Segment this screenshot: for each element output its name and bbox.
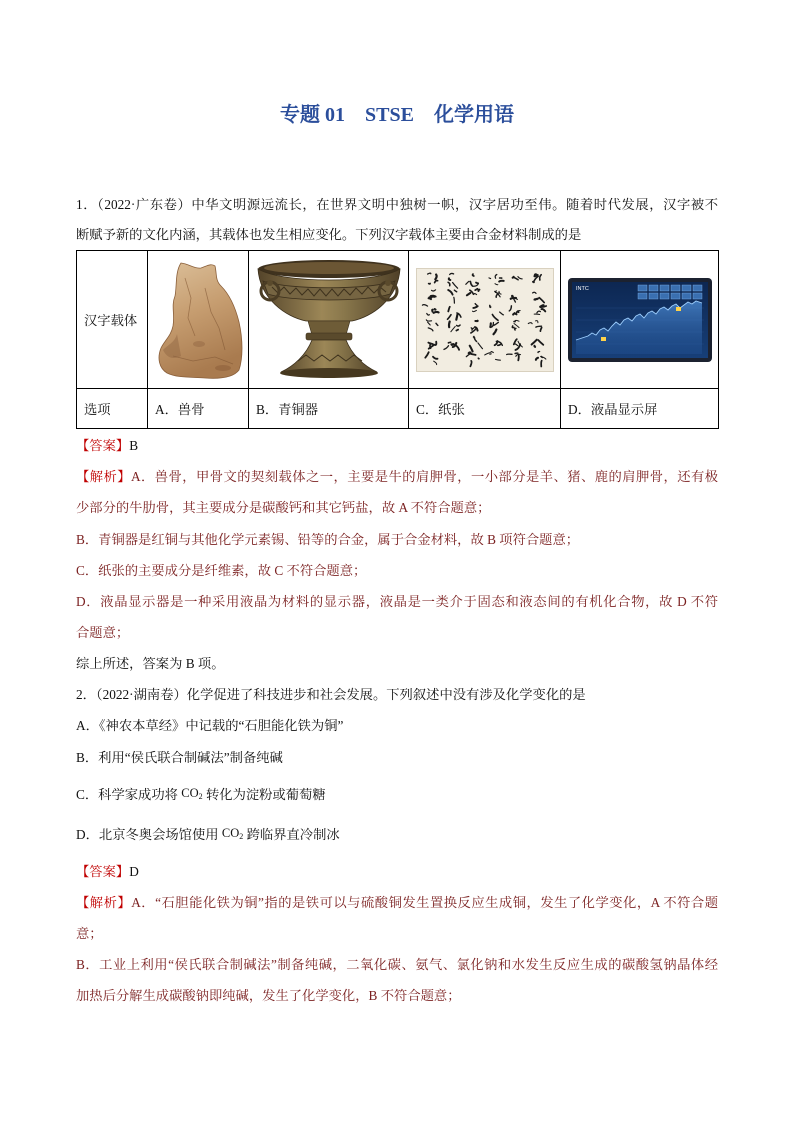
brush-stroke — [499, 280, 504, 281]
cell-paper — [409, 251, 561, 389]
carrier-table — [76, 250, 719, 429]
co2-formula — [181, 786, 202, 800]
brush-stroke — [449, 321, 450, 327]
answer-value: D — [129, 864, 139, 879]
q1-analysis-line-3: B．青铜器是红铜与其他化学元素锡、铅等的合金，属于合金材料，故 B 项符合题意； — [76, 532, 580, 547]
screen-marker — [601, 337, 606, 341]
brush-stroke — [478, 289, 479, 290]
q2-analysis-line-3: B．工业上利用“侯氏联合制碱法”制备纯碱，二氧化碳、氨气、氯化钠和水发生反应生成的碳酸氢钠晶体经 — [76, 957, 718, 972]
brush-stroke — [541, 360, 542, 366]
q2-option-a: A．《神农本草经》中记载的“石胆能化铁为铜” — [76, 718, 344, 733]
lcd-screen-image — [568, 278, 712, 362]
brush-stroke — [473, 274, 474, 276]
screen-ticker: INTC — [576, 285, 589, 292]
q1-analysis-line-2: 少部分的牛肋骨，其主要成分是碳酸钙和其它钙盐，故 A 不符合题意； — [76, 500, 491, 515]
q1-summary: 综上所述，答案为 B 项。 — [76, 656, 225, 671]
option-c-text-before: C．科学家成功将 — [76, 787, 178, 802]
cell-lcd — [561, 251, 719, 389]
brush-stroke — [456, 329, 458, 330]
option-d-text-before: D．北京冬奥会场馆使用 — [76, 827, 219, 842]
table-row-options — [77, 389, 719, 429]
q1-analysis-line-5: D．液晶显示器是一种采用液晶为材料的显示器，液晶是一类介于固态和液态间的有机化合物，故 D 不符 — [76, 594, 718, 609]
q1-stem-line-1: 1．（2022·广东卷）中华文明源远流长，在世界文明中独树一帜，汉字居功至伟。随着时代发展，汉字被不 — [76, 197, 718, 212]
brush-stroke — [489, 277, 491, 278]
brush-stroke — [517, 311, 519, 312]
brush-stroke — [435, 341, 436, 344]
brush-stroke — [429, 296, 434, 297]
brush-stroke — [454, 297, 455, 303]
brush-stroke — [429, 283, 431, 284]
q2-stem: 2．（2022·湖南卷）化学促进了科技进步和社会发展。下列叙述中没有涉及化学变化的是 — [76, 687, 586, 702]
q2-analysis-line-1 — [76, 893, 718, 913]
formula-subscript: 2 — [239, 832, 244, 841]
option-a-cell: A．兽骨 — [148, 389, 249, 429]
cell-bone — [148, 251, 249, 389]
option-c-text-after: 转化为淀粉或葡萄糖 — [205, 787, 326, 802]
brush-stroke — [435, 309, 436, 310]
analysis-label: 【解析】 — [76, 895, 132, 910]
q2-option-d — [76, 825, 718, 845]
brush-stroke — [475, 288, 477, 289]
brush-stroke — [428, 273, 431, 274]
analysis-text: A．兽骨，甲骨文的契刻载体之一，主要是牛的肩胛骨，一小部分是羊、猪、鹿的肩胛骨，还有极 — [131, 469, 718, 484]
q1-stem-line-2: 断赋予新的文化内涵，其载体也发生相应变化。下列汉字载体主要由合金材料制成的是 — [76, 227, 582, 242]
brush-stroke — [540, 305, 543, 307]
brush-stroke — [498, 344, 501, 345]
brush-stroke — [513, 276, 514, 277]
page-title: 专题 01 STSE 化学用语 — [280, 104, 514, 126]
q1-analysis-line-6: 合题意； — [76, 625, 130, 640]
brush-stroke — [434, 311, 439, 312]
row-header-carrier: 汉字载体 — [77, 251, 148, 389]
screen-marker — [676, 307, 681, 311]
bronze-vessel-image — [256, 259, 402, 381]
analysis-label: 【解析】 — [76, 469, 131, 484]
cell-bronze — [249, 251, 409, 389]
brush-stroke — [471, 327, 472, 328]
q2-option-c — [76, 785, 718, 805]
answer-label: 【答案】 — [76, 438, 130, 453]
q2-answer — [76, 862, 718, 882]
brush-stroke — [435, 274, 436, 279]
row-header-options: 选项 — [77, 389, 148, 429]
q1-answer — [76, 436, 718, 456]
formula-base: CO — [221, 826, 240, 840]
q1-analysis-line-4: C．纸张的主要成分是纤维素，故 C 不符合题意； — [76, 563, 367, 578]
formula-subscript: 2 — [198, 792, 203, 801]
brush-stroke — [512, 295, 513, 296]
brush-stroke — [432, 309, 433, 311]
brush-stroke — [451, 344, 453, 345]
brush-stroke — [491, 351, 493, 352]
option-d-text-after: 跨临界直冷制冰 — [246, 827, 340, 842]
q2-option-b: B．利用“侯氏联合制碱法”制备纯碱 — [76, 750, 283, 765]
brush-stroke — [490, 305, 491, 307]
brush-stroke — [533, 281, 534, 282]
co2-formula — [222, 826, 243, 840]
brush-stroke — [541, 356, 542, 357]
analysis-text: A．“石胆能化铁为铜”指的是铁可以与硫酸铜发生置换反应生成铜，发生了化学变化，A 不符合题 — [131, 895, 718, 910]
q1-analysis-line-1 — [76, 467, 718, 487]
formula-base: CO — [181, 786, 199, 800]
brush-stroke — [478, 358, 479, 359]
oracle-bone-image — [155, 260, 243, 380]
answer-label: 【答案】 — [76, 864, 130, 879]
option-b-cell: B．青铜器 — [249, 389, 409, 429]
brush-stroke — [490, 323, 491, 327]
q2-analysis-line-2: 意； — [76, 926, 103, 941]
brush-stroke — [448, 342, 450, 343]
option-d-cell: D．液晶显示屏 — [561, 389, 719, 429]
answer-value: B — [129, 438, 139, 453]
brush-stroke — [534, 345, 535, 346]
option-c-cell: C．纸张 — [409, 389, 561, 429]
brush-stroke — [456, 314, 457, 319]
table-row-images — [77, 251, 719, 389]
calligraphy-paper-image — [416, 268, 554, 372]
brush-stroke — [534, 299, 537, 300]
brush-stroke — [474, 337, 475, 338]
brush-stroke — [429, 298, 432, 299]
q2-analysis-line-4: 加热后分解生成碳酸钠即纯碱，发生了化学变化，B 不符合题意； — [76, 988, 461, 1003]
brush-stroke — [471, 353, 476, 354]
